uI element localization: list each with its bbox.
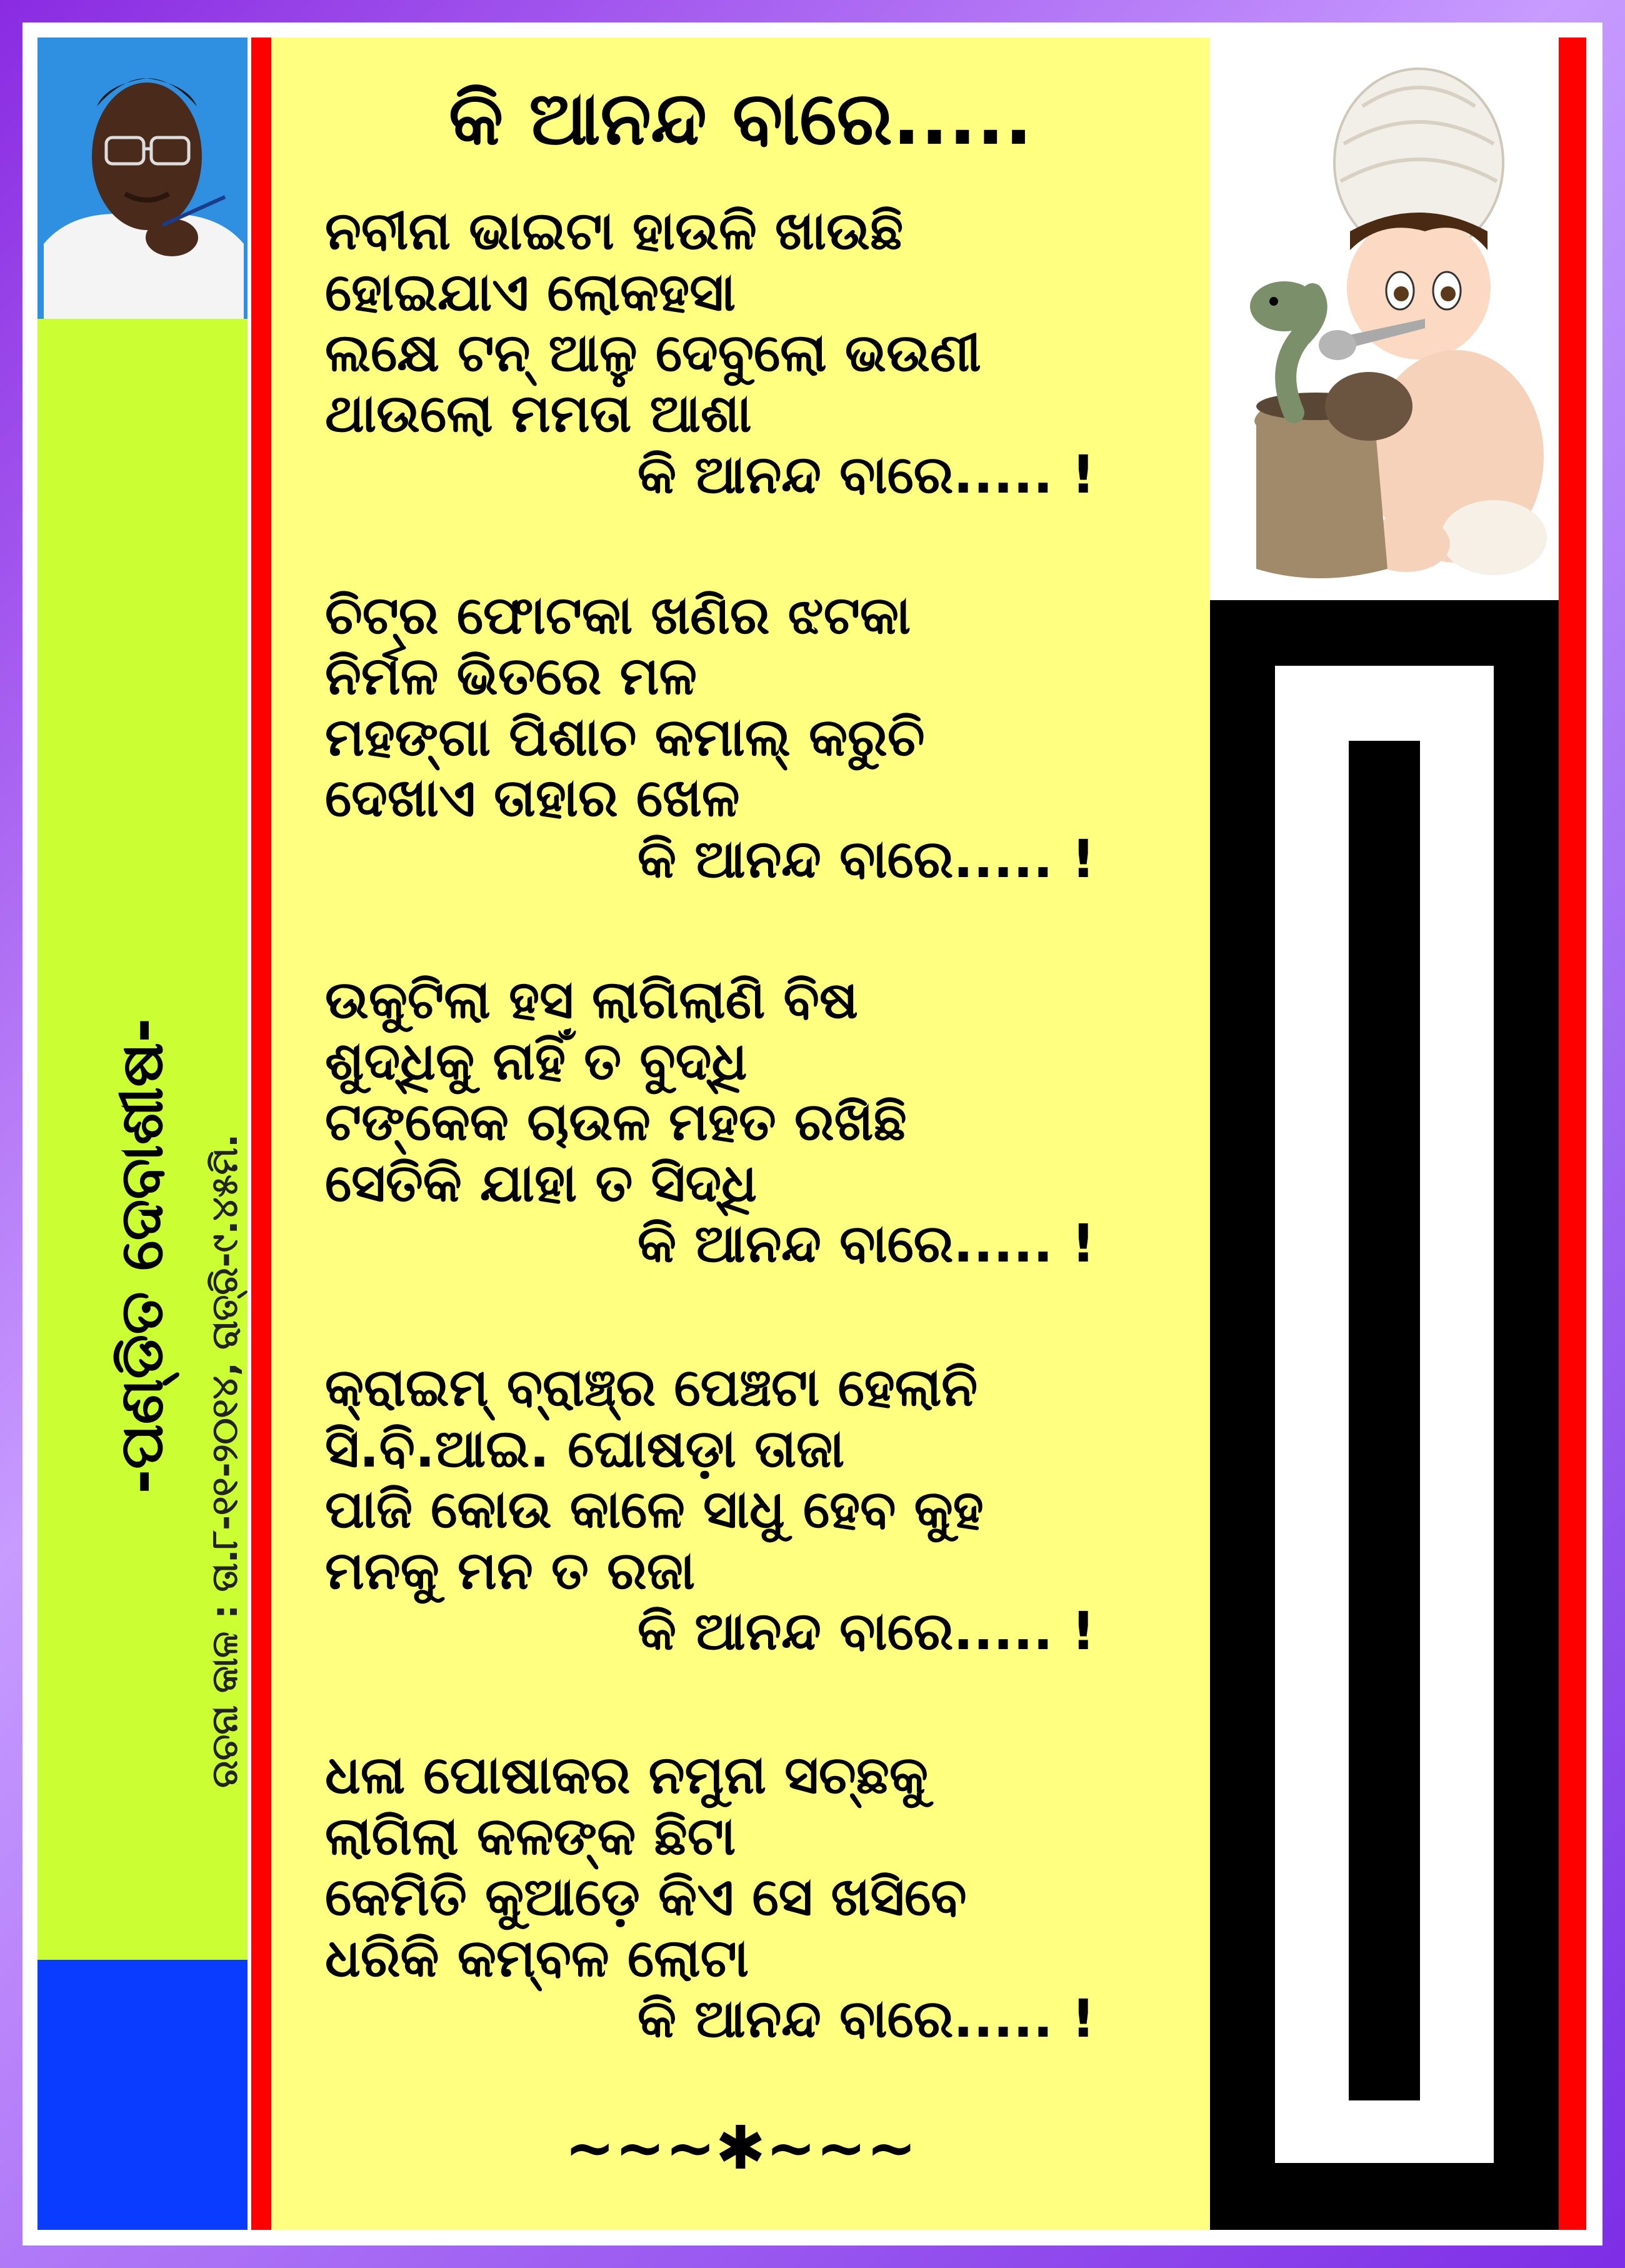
poem-line: ଶୁଦ୍ଧିକୁ ନାହିଁ ତ ବୁଦ୍ଧି [325,1030,748,1091]
right-inner-black-bar [1349,741,1420,2100]
poem-refrain: କି ଆନନ୍ଦ ବାରେ..... ! [638,444,1096,505]
poem-line: କେମିତି କୁଆଡ଼େ କିଏ ସେ ଖସିବେ [325,1866,967,1927]
poem-title: କି ଆନନ୍ଦ ବାରେ..... [449,75,1032,161]
left-blue-panel [38,1960,248,2230]
poem-line: ଥାଉଲୋ ମମତା ଆଶା [325,383,752,444]
poem-line: ଦେଖାଏ ତାହାର ଖେଳ [325,767,740,828]
poem-line: ମନକୁ ମନ ତ ରଜା [325,1540,695,1601]
poem-line: ନବୀନା ଭାଇଟା ହାଉଳି ଖାଉଛି [325,200,904,261]
poem-refrain: କି ଆନନ୍ଦ ବାରେ..... ! [638,1600,1096,1662]
poem-line: କ୍ରାଇମ୍ ବ୍ରାଞ୍ଚ୍ର ପେଞ୍ଚଟା ହେଲାନି [325,1357,978,1418]
end-ornament: ~~~✱~~~ [564,2113,917,2183]
poem-refrain: କି ଆନନ୍ଦ ବାରେ..... ! [638,828,1096,890]
poem-line: ଧଳା ପୋଷାକର ନମୁନା ସଚ୍ଛକୁ [325,1744,928,1805]
author-photo [38,38,248,319]
poem-line: ନିର୍ମଳ ଭିତରେ ମଳ [325,645,698,706]
right-red-stripe [1559,38,1586,2230]
child-snake-charmer-illustration [1219,44,1550,594]
poem-line: ହୋଇଯାଏ ଲୋକହସା [325,261,736,323]
poem-line: ସେତିକି ଯାହା ତ ସିଦ୍ଧି [325,1152,758,1213]
poem-line: ସି.ବି.ଆଇ. ଘୋଷଡ଼ା ତାଜା [325,1418,845,1479]
poem-line: ଉକୁଟିଲା ହସ ଲାଗିଲାଣି ବିଷ [325,969,858,1030]
poem-line: ଧରିକି କମ୍ବଳ ଲୋଟା [325,1927,749,1989]
poem-line: ଚିଟ୍ର ଫୋଟକା ଖଣିର ଝଟକା [325,585,911,646]
poem-line: ପାଜି କୋଉ କାଳେ ସାଧୁ ହେବ କୁହ [325,1478,984,1540]
composition-date: ରଚନା କାଳ : ତା.୮-୧୧-୨୦୧୪, ରାତ୍ରି-୯.୪୫ମି. [203,1133,246,1788]
author-signature: -ପଣ୍ଡିତ ଦେବାଶୀଷ- [106,1018,176,1494]
poem-refrain: କି ଆନନ୍ଦ ବାରେ..... ! [638,1988,1096,2049]
poem-line: ଲକ୍ଷେ ଟନ୍ ଆଳୁ ଦେବୁଲୋ ଭଉଣୀ [325,322,981,383]
poem-line: ଲାଗିଲା କଳଙ୍କ ଛିଟା [325,1805,736,1867]
poem-line: ମହଙ୍ଗା ପିଶାଚ କମାଲ୍ କରୁଚି [325,706,925,768]
poem-line: ଟଙ୍କେକ ଚାଉଳ ମହତ ରଖିଛି [325,1091,907,1152]
poem-refrain: କି ଆନନ୍ଦ ବାରେ..... ! [638,1213,1096,1274]
left-red-stripe [251,38,271,2230]
